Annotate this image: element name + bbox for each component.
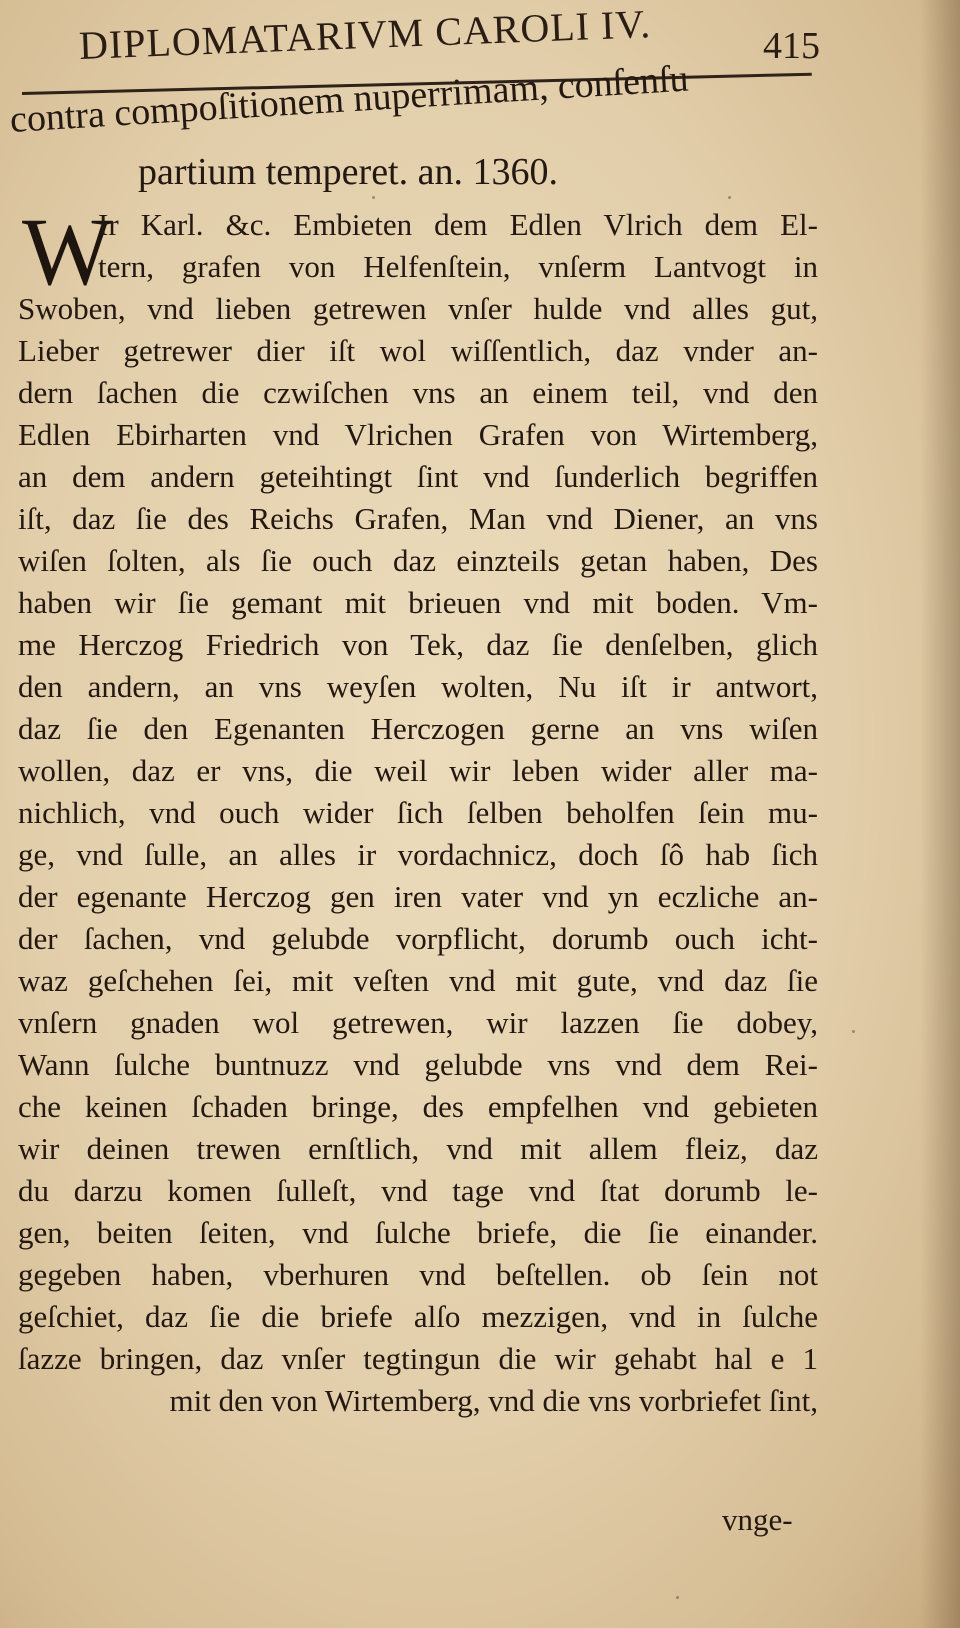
text-line: mit den von Wirtemberg, vnd die vns vorbriefet ſint, — [169, 1383, 818, 1418]
drop-cap: W — [22, 198, 113, 305]
text-line: haben wir ſie gemant mit brieuen vnd mit boden. Vm- — [18, 585, 818, 620]
heading-line-1: contra compoſitionem nuperrimam, conſenſu — [8, 57, 690, 141]
text-line: Ir Karl. &c. Embieten dem Edlen Vlrich dem El- — [98, 207, 818, 242]
text-line: den andern, an vns weyſen wolten, Nu iſt ir antwort, — [18, 669, 818, 704]
text-line: wir deinen trewen ernſtlich, vnd mit allem fleiz, daz — [18, 1131, 818, 1166]
text-line: Swoben, vnd lieben getrewen vnſer hulde vnd alles gut, — [18, 291, 818, 326]
text-line: Edlen Ebirharten vnd Vlrichen Grafen von Wirtemberg, — [18, 417, 818, 452]
paper-speck — [852, 1030, 855, 1033]
text-line: gegeben haben, vberhuren vnd beſtellen. ob ſein not — [18, 1257, 818, 1292]
text-line: ſazze bringen, daz vnſer tegtingun die wir gehabt hal e 1 — [18, 1341, 818, 1376]
text-line: der ſachen, vnd gelubde vorpflicht, dorumb ouch icht- — [18, 921, 818, 956]
text-line: an dem andern geteihtingt ſint vnd ſunderlich begriffen — [18, 459, 818, 494]
heading-line-2: partium temperet. an. 1360. — [138, 151, 558, 193]
paper-speck — [676, 1596, 679, 1599]
page-number: 415 — [763, 25, 820, 67]
text-line: dern ſachen die czwiſchen vns an einem teil, vnd den — [18, 375, 818, 410]
catchword: vnge- — [722, 1502, 793, 1537]
document-heading — [0, 57, 960, 208]
paper-speck — [372, 196, 375, 199]
text-line: waz geſchehen ſei, mit veſten vnd mit gute, vnd daz ſie — [18, 963, 818, 998]
text-line: daz ſie den Egenanten Herczogen gerne an vns wiſen — [18, 711, 818, 746]
page-gutter-shadow — [920, 0, 960, 1628]
text-line: wollen, daz er vns, die weil wir leben wider aller ma- — [18, 753, 818, 788]
text-line: geſchiet, daz ſie die briefe alſo mezzigen, vnd in ſulche — [18, 1299, 818, 1334]
text-line: der egenante Herczog gen iren vater vnd yn eczliche an- — [18, 879, 818, 914]
text-line: nichlich, vnd ouch wider ſich ſelben beholfen ſein mu- — [18, 795, 818, 830]
running-title: DIPLOMATARIVM CAROLI IV. — [78, 1, 652, 69]
text-line: gen, beiten ſeiten, vnd ſulche briefe, die ſie einander. — [18, 1215, 818, 1250]
text-line: wiſen ſolten, als ſie ouch daz einzteils getan haben, Des — [18, 543, 818, 578]
text-line: Lieber getrewer dier iſt wol wiſſentlich, daz vnder an- — [18, 333, 818, 368]
text-line: du darzu komen ſulleſt, vnd tage vnd ſtat dorumb le- — [18, 1173, 818, 1208]
paper-speck — [728, 196, 731, 199]
text-line: che keinen ſchaden bringe, des empfelhen vnd gebieten — [18, 1089, 818, 1124]
text-line: vnſern gnaden wol getrewen, wir lazzen ſie dobey, — [18, 1005, 818, 1040]
running-header — [78, 1, 820, 78]
text-line: iſt, daz ſie des Reichs Grafen, Man vnd Diener, an vns — [18, 501, 818, 536]
text-line: ge, vnd ſulle, an alles ir vordachnicz, doch ſô hab ſich — [18, 837, 818, 872]
text-line: me Herczog Friedrich von Tek, daz ſie denſelben, glich — [18, 627, 818, 662]
text-line: Wann ſulche buntnuzz vnd gelubde vns vnd dem Rei- — [18, 1047, 818, 1082]
text-line: tern, grafen von Helfenſtein, vnſerm Lantvogt in — [98, 249, 818, 284]
